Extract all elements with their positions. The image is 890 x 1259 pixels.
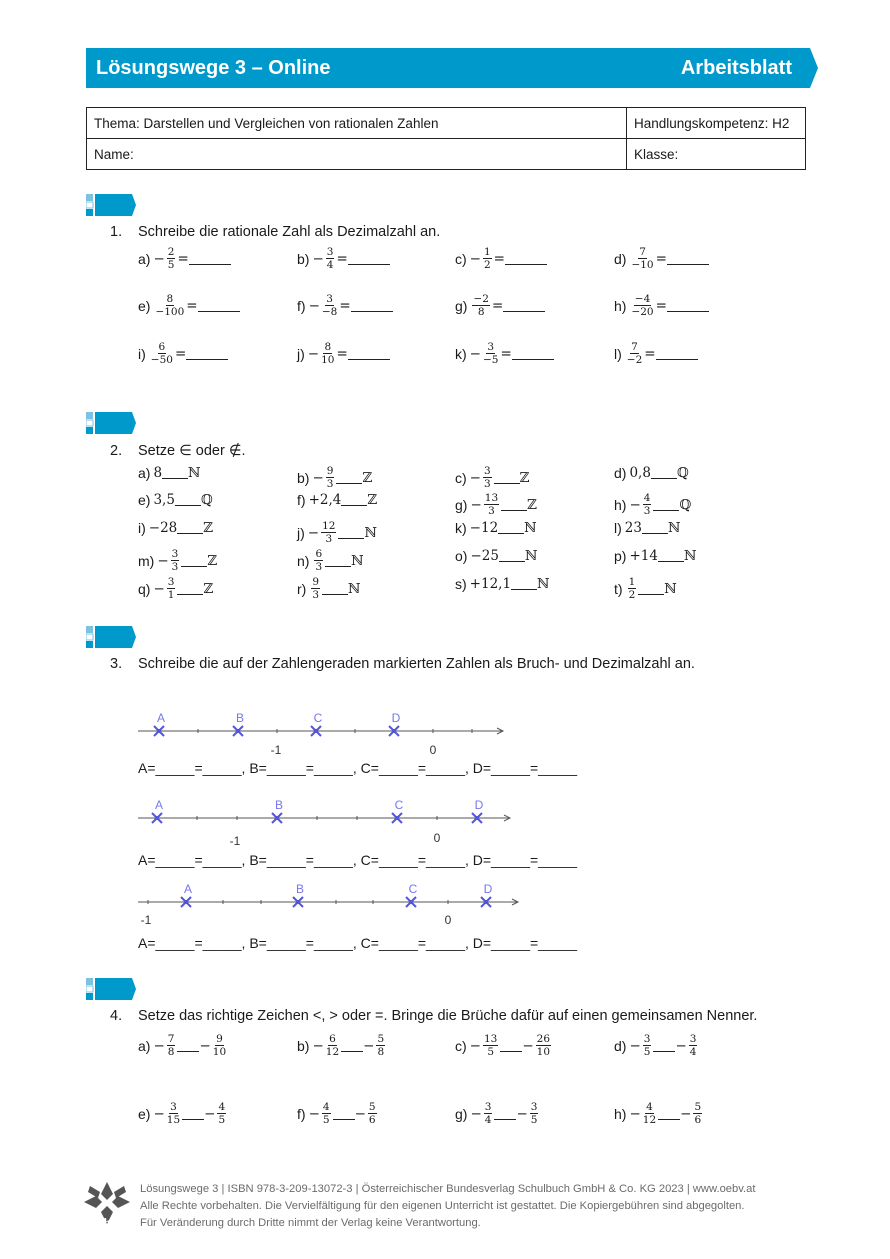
answer-blank[interactable]: [658, 1108, 680, 1120]
denominator: 10: [212, 1046, 227, 1058]
item-label: d): [614, 465, 627, 481]
denominator: −20: [631, 306, 654, 318]
equals-sign: =: [174, 345, 187, 362]
tick-label-minus-one: -1: [140, 913, 152, 927]
sign: −: [675, 1037, 687, 1054]
equals-sign: =: [655, 297, 667, 314]
set-symbol: ℕ: [348, 580, 361, 597]
numerator: 3: [326, 293, 333, 305]
numerator: −4: [634, 293, 651, 305]
numerator: 9: [326, 465, 334, 477]
numerator: 8: [324, 341, 332, 353]
task-4-item: [297, 1033, 387, 1058]
numerator: 3: [483, 465, 491, 477]
value: −: [153, 580, 165, 597]
item-label: c): [455, 250, 467, 267]
value: +14: [629, 548, 658, 564]
fraction: [643, 1101, 656, 1126]
value: −: [312, 469, 324, 486]
numerator: 2: [167, 246, 175, 258]
denominator: 3: [325, 533, 333, 545]
item-label: f): [297, 492, 306, 508]
value: −25: [470, 548, 499, 564]
answer-blank[interactable]: [177, 1040, 199, 1052]
equals-sign: =: [493, 250, 505, 267]
item-label: n): [297, 552, 310, 569]
sign: −: [363, 1037, 375, 1054]
point-label: C: [408, 882, 418, 896]
denominator: 5: [487, 1046, 495, 1058]
set-symbol: ℚ: [200, 492, 213, 508]
fraction: [484, 1101, 493, 1126]
set-symbol: ℕ: [364, 524, 377, 541]
numerator: 1: [628, 576, 636, 588]
answer-blank[interactable]: [500, 1040, 522, 1052]
item-label: h): [614, 1105, 627, 1122]
equals-sign: =: [491, 297, 504, 314]
fraction: [376, 1033, 385, 1058]
item-label: b): [297, 1037, 310, 1054]
denominator: 3: [315, 561, 323, 573]
set-symbol: ℕ: [351, 552, 364, 569]
task-4-number: 4.: [110, 1008, 123, 1024]
value: −: [307, 524, 320, 541]
value: 23: [624, 520, 642, 536]
numerator: 13: [484, 492, 499, 504]
value: 0,8: [629, 465, 651, 481]
numerator: 1: [483, 246, 491, 258]
denominator: 5: [530, 1114, 538, 1126]
numerator: −2: [473, 293, 489, 305]
sign: −: [522, 1037, 534, 1054]
sign: −: [199, 1037, 211, 1054]
denominator: 5: [322, 1114, 330, 1126]
tick-label-zero: 0: [444, 913, 452, 927]
numerator: 3: [170, 1101, 177, 1113]
task-4-item: [138, 1101, 228, 1126]
task-2-title: Setze ∈ oder ∉.: [138, 443, 246, 459]
denominator: 3: [643, 505, 651, 517]
set-symbol: ℕ: [664, 580, 677, 597]
numerator: 3: [487, 341, 495, 353]
set-symbol: ℤ: [367, 492, 378, 508]
numerator: 12: [322, 520, 336, 532]
item-label: k): [455, 345, 467, 362]
value: −: [157, 552, 169, 569]
numerator: 6: [315, 548, 323, 560]
numerator: 3: [484, 1101, 492, 1113]
denominator: 3: [483, 478, 491, 490]
fraction: [530, 1101, 539, 1126]
point-label: B: [235, 711, 245, 725]
item-label: c): [455, 469, 467, 486]
denominator: 5: [218, 1114, 226, 1126]
sign: −: [312, 1037, 324, 1054]
sign: −: [629, 1037, 641, 1054]
set-symbol: ℤ: [362, 469, 373, 486]
equals-sign: =: [177, 250, 189, 267]
set-symbol: ℕ: [524, 520, 537, 536]
item-label: b): [297, 469, 310, 486]
sign: −: [153, 1037, 165, 1054]
sign: −: [516, 1105, 528, 1122]
numerator: 3: [643, 1033, 651, 1045]
sign: −: [629, 1105, 641, 1122]
numerator: 3: [171, 548, 179, 560]
footer-line-1: Lösungswege 3 | ISBN 978-3-209-13072-3 | Österreichischer Bundesverlag Schulbuch GmbH & Co. KG 2023 | www.oebv.at: [140, 1183, 756, 1195]
equals-sign: =: [336, 345, 348, 362]
sign: −: [354, 1105, 366, 1122]
denominator: −50: [150, 354, 173, 366]
set-symbol: ℤ: [203, 580, 214, 597]
fraction: [217, 1101, 226, 1126]
fraction: [322, 1101, 331, 1126]
numerator: 3: [167, 576, 175, 588]
oebv-logo: [82, 1180, 132, 1232]
point-label: D: [474, 798, 484, 812]
equals-sign: =: [655, 250, 667, 267]
numerator: 6: [158, 341, 166, 353]
point-label: D: [391, 711, 401, 725]
numerator: 4: [322, 1101, 330, 1113]
task-4-item: [138, 1033, 228, 1058]
task-1-number: 1.: [110, 224, 123, 240]
equals-sign: =: [644, 345, 656, 362]
item-label: a): [138, 465, 151, 481]
fraction: [693, 1101, 702, 1126]
numerator: 4: [643, 492, 651, 504]
set-symbol: ℚ: [676, 465, 689, 481]
set-symbol: ℤ: [207, 552, 218, 569]
competence-cell: Handlungskompetenz: H2: [627, 108, 806, 139]
fraction: [167, 1033, 176, 1058]
tick-label-zero: 0: [433, 831, 441, 845]
task-2-number: 2.: [110, 443, 123, 459]
task-4-heading: [110, 1008, 757, 1024]
numerator: 4: [218, 1101, 226, 1113]
fraction: [536, 1033, 551, 1058]
denominator: 5: [167, 259, 175, 271]
item-label: r): [297, 580, 307, 597]
tick-label-minus-one: -1: [270, 743, 282, 757]
equals-sign: =: [339, 297, 351, 314]
sign: −: [470, 1105, 482, 1122]
item-label: g): [455, 496, 468, 513]
worksheet-label: Arbeitsblatt: [680, 57, 792, 79]
denominator: 12: [642, 1114, 657, 1126]
numerator: 9: [216, 1033, 223, 1045]
fraction: [167, 1101, 180, 1126]
sign: −: [469, 1037, 481, 1054]
task-3-number: 3.: [110, 656, 123, 672]
answer-blank[interactable]: [341, 1040, 363, 1052]
point-label: A: [183, 882, 193, 896]
answer-line-3[interactable]: A=_____=_____, B=_____=_____, C=_____=_____, D=_____=_____: [138, 935, 578, 951]
task-4-title: Setze das richtige Zeichen <, > oder =. Bringe die Brüche dafür auf einen gemeinsamen Nenner.: [138, 1008, 758, 1024]
set-symbol: ℕ: [683, 548, 697, 564]
denominator: 6: [694, 1114, 702, 1126]
set-symbol: ℕ: [524, 548, 538, 564]
point-label: B: [274, 798, 284, 812]
item-label: e): [138, 492, 151, 508]
value: −: [629, 496, 641, 513]
answer-blank[interactable]: [494, 1108, 516, 1120]
item-label: l): [614, 520, 622, 536]
equals-sign: =: [500, 345, 512, 362]
numerator: 3: [689, 1033, 697, 1045]
task-4-item: [614, 1101, 704, 1126]
item-label: f): [297, 297, 306, 314]
denominator: 8: [167, 1046, 175, 1058]
topic-cell: Thema: Darstellen und Vergleichen von rationalen Zahlen: [87, 108, 627, 139]
denominator: 2: [628, 589, 636, 601]
item-label: h): [614, 496, 627, 513]
footer: [140, 1181, 755, 1232]
item-label: s): [455, 576, 467, 592]
task-4-item: [455, 1101, 540, 1126]
logo-text: öbv: [96, 1216, 118, 1230]
item-label: g): [455, 297, 468, 314]
item-label: j): [297, 345, 305, 362]
point-label: D: [483, 882, 493, 896]
sign: −: [312, 250, 324, 267]
numerator: 3: [530, 1101, 538, 1113]
section-marker-4: [86, 978, 136, 1000]
set-symbol: ℤ: [519, 469, 530, 486]
set-symbol: ℕ: [188, 465, 201, 481]
numerator: 4: [646, 1101, 653, 1113]
item-label: o): [455, 548, 468, 564]
tick-label-minus-one: -1: [229, 834, 241, 848]
item-label: d): [614, 250, 627, 267]
value: −12: [469, 520, 499, 536]
item-label: m): [138, 552, 155, 569]
item-label: h): [614, 297, 627, 314]
item-label: d): [614, 1037, 627, 1054]
numerator: 5: [694, 1101, 702, 1113]
item-label: i): [138, 520, 146, 536]
sign: −: [204, 1105, 216, 1122]
denominator: 3: [488, 505, 495, 517]
point-label: A: [156, 711, 166, 725]
value: −: [470, 496, 482, 513]
answer-blank[interactable]: [333, 1108, 355, 1120]
denominator: 5: [643, 1046, 651, 1058]
item-label: a): [138, 250, 151, 267]
denominator: −100: [155, 306, 185, 318]
denominator: 4: [326, 259, 334, 271]
fraction: [368, 1101, 377, 1126]
point-label: C: [313, 711, 323, 725]
fraction: [213, 1033, 226, 1058]
task-4-item: [614, 1033, 699, 1058]
sign: −: [153, 1105, 165, 1122]
set-symbol: ℤ: [527, 496, 537, 513]
point-label: B: [295, 882, 305, 896]
numerator: 6: [329, 1033, 336, 1045]
numerator: 3: [326, 246, 334, 258]
footer-line-2: Alle Rechte vorbehalten. Die Vervielfältigung für den eigenen Unterricht ist gestattet. Die Kopiergebühren sind abgegolten.: [140, 1200, 745, 1212]
item-label: e): [138, 297, 151, 314]
item-label: a): [138, 1037, 151, 1054]
tick-label-zero: 0: [429, 743, 437, 757]
answer-blank[interactable]: [182, 1108, 204, 1120]
numerator: 26: [536, 1033, 551, 1045]
denominator: −10: [631, 259, 654, 271]
set-symbol: ℤ: [203, 520, 214, 536]
denominator: −8: [321, 306, 338, 318]
equals-sign: =: [336, 250, 348, 267]
denominator: 4: [689, 1046, 697, 1058]
task-4-item: [297, 1101, 379, 1126]
sign: −: [680, 1105, 692, 1122]
set-symbol: ℚ: [679, 496, 692, 513]
value: 3,5: [153, 492, 175, 508]
point-label: C: [394, 798, 404, 812]
numerator: 5: [377, 1033, 385, 1045]
denominator: 3: [171, 561, 179, 573]
value: +2,4: [308, 492, 342, 508]
sign: −: [469, 345, 481, 362]
numerator: 7: [167, 1033, 175, 1045]
item-label: j): [297, 524, 305, 541]
denominator: 1: [167, 589, 175, 601]
fraction: [483, 1033, 498, 1058]
denominator: −5: [482, 354, 499, 366]
answer-line-1[interactable]: A=_____=_____, B=_____=_____, C=_____=_____, D=_____=_____: [138, 760, 578, 776]
numerator: 7: [639, 246, 646, 258]
point-label: A: [154, 798, 164, 812]
item-label: b): [297, 250, 310, 267]
answer-blank[interactable]: [653, 1040, 675, 1052]
denominator: 2: [483, 259, 491, 271]
sign: −: [308, 297, 320, 314]
equals-sign: =: [186, 297, 198, 314]
value: −28: [148, 520, 178, 536]
answer-line-2[interactable]: A=_____=_____, B=_____=_____, C=_____=_____, D=_____=_____: [138, 852, 578, 868]
denominator: 8: [477, 306, 485, 318]
item-label: t): [614, 580, 623, 597]
value: −: [469, 469, 481, 486]
item-label: i): [138, 345, 146, 362]
numerator: 5: [368, 1101, 376, 1113]
denominator: 6: [368, 1114, 376, 1126]
sign: −: [308, 1105, 320, 1122]
denominator: 10: [321, 354, 335, 366]
denominator: 3: [326, 478, 334, 490]
sign: −: [153, 250, 165, 267]
sign: −: [307, 345, 320, 362]
set-symbol: ℕ: [667, 520, 681, 536]
item-label: g): [455, 1105, 468, 1122]
task-3-title: Schreibe die auf der Zahlengeraden markierten Zahlen als Bruch- und Dezimalzahl an.: [138, 656, 695, 672]
denominator: 12: [325, 1046, 340, 1058]
denominator: 10: [536, 1046, 551, 1058]
item-label: c): [455, 1037, 467, 1054]
fraction: [326, 1033, 339, 1058]
numerator: 7: [631, 341, 638, 353]
fraction: [643, 1033, 652, 1058]
task-4-item: [455, 1033, 553, 1058]
denominator: −2: [626, 354, 643, 366]
denominator: 4: [484, 1114, 492, 1126]
footer-line-3: Für Veränderung durch Dritte nimmt der Verlag keine Verantwortung.: [140, 1217, 481, 1229]
numerator: 9: [312, 576, 320, 588]
set-symbol: ℕ: [537, 576, 550, 592]
numerator: 13: [483, 1033, 498, 1045]
item-label: k): [455, 520, 467, 536]
book-title: Lösungswege 3 – Online: [96, 57, 331, 79]
item-label: f): [297, 1105, 306, 1122]
item-label: e): [138, 1105, 151, 1122]
denominator: 15: [166, 1114, 181, 1126]
value: 8: [153, 465, 163, 481]
numerator: 8: [166, 293, 174, 305]
item-label: q): [138, 580, 151, 597]
fraction: [689, 1033, 698, 1058]
denominator: 3: [312, 589, 320, 601]
sign: −: [469, 250, 481, 267]
value: +12,1: [469, 576, 512, 592]
denominator: 8: [377, 1046, 385, 1058]
item-label: p): [614, 548, 627, 564]
class-field[interactable]: Klasse:: [627, 139, 806, 170]
task-1-title: Schreibe die rationale Zahl als Dezimalzahl an.: [138, 224, 441, 240]
item-label: l): [614, 345, 622, 362]
name-field[interactable]: Name:: [87, 139, 627, 170]
